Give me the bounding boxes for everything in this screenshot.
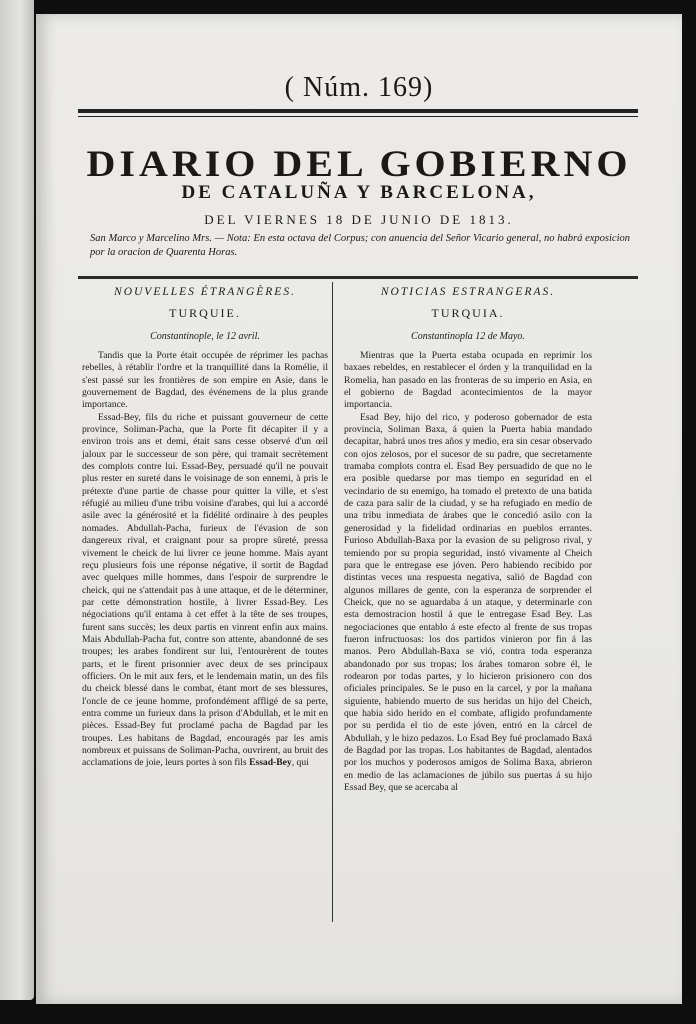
french-column [82,286,328,770]
newspaper-subtitle: DE CATALUÑA Y BARCELONA, [181,182,537,203]
newspaper-page [36,14,682,1004]
name-emphasis: Essad-Bey [249,757,292,769]
header-divider [78,276,638,279]
article-paragraph [82,412,328,770]
dateline-place: Constantinople, le 12 avril. [150,331,260,342]
section-heading: NOTICIAS ESTRANGERAS. [380,286,556,298]
article-text: Essad-Bey, fils du riche et puissant gouverneur de cette province, Soliman-Pacha, que la Porte fit décapiter il y a environ trois ans et demi, était sans cesse observé d'un œil jaloux par le successeur de son père, qui tramait secrètement des complots contre lui. Essad-Bey, persuadé qu'il ne pouvait plus rester en sureté dans le voisinage de son ennemi, à pris le prétexte d'une partie de chasse pour quitter la ville, et s'est réfugié au milieu d'une tribu voisine d'arabes, qui lui a accordé asile avec la générosité et la fidélité ordinaire à des peuples nomades. Abdullah-Pacha, furieux de l'évasion de son dangereux rival, et craignant pour sa propre sûreté, pressa vivement le cheick de lui livrer ce jeune homme. Mais ayant reçu plusieurs fois une réponse négative, il sortit de Bagdad avec quelques mille hommes, dans l'espoir de surprendre le cheick, qui ne s'attendait pas à une attaque, et de le déterminer, par cette démonstration hostile, à livrer Essad-Bey. Les négociations qu'il entama à cet effet à la tête de ses troupes, furent sans succès; les deux partis en vinrent enfin aux mains. Mais Abdullah-Pacha fut, contre son attente, abandonné de ses troupes; les arabes fondirent sur lui, l'entourèrent de toutes parts, et le firent prisonnier avec deux de ses principaux officiers. On le mit aux fers, et le lendemain matin, un des fils du cheick blessé dans le combat, étant mort de ses blessures, l'oncle de ce jeune homme, profondément affligé de sa perte, entra comme un furieux dans la prison d'Abdullah, et le mit en pièces. Essad-Bey fut proclamé pacha de Bagdad par les troupes. Les habitans de Bagdad, encouragés par les amis nombreux et puissans de Soliman-Pacha, ouvrirent, au bruit des acclamations de joie, leurs portes à son fils [82,411,328,769]
article-paragraph: Mientras que la Puerta estaba ocupada en reprimir los baxaes rebeldes, en restablecer el órden y la tranquilidad en la Romelia, han pasado en las fronteras de su imperio en Asia, en el gobierno de Bagdad acontecimientos de la mayor importancia. [344,350,592,411]
article-paragraph: Tandis que la Porte était occupée de réprimer les pachas rebelles, à rétablir l'ordre et la tranquillité dans la Romélie, il s'est passé sur les frontières de son empire en Asie, dans le gouvernement de Bagdad, des événemens de la plus grande importance. [82,350,328,411]
section-heading: NOUVELLES ÉTRANGÈRES. [114,286,296,298]
left-page-edge [0,0,34,1000]
country-heading: TURQUIA. [431,306,505,320]
header-rule-thin [78,116,638,117]
newspaper-title: DIARIO DEL GOBIERNO [86,142,632,185]
spanish-column [344,286,592,794]
country-heading: TURQUIE. [169,306,241,320]
column-rule [332,282,333,922]
saints-notice: San Marco y Marcelino Mrs. — Nota: En esta octava del Corpus; con anuencia del Señor Vicario general, no habrá exposicion por la oracion de Quarenta Horas. [90,233,630,258]
issue-date: DEL VIERNES 18 DE JUNIO DE 1813. [204,212,514,227]
header-rule-thick [78,109,638,113]
article-text-end: , qui [291,757,309,769]
dateline-place: Constantinopla 12 de Mayo. [411,331,525,342]
issue-number: ( Núm. 169) [284,72,434,103]
article-paragraph: Esad Bey, hijo del rico, y poderoso gobernador de esta provincia, Soliman Baxa, á quien la Puerta habia mandado decapitar, habrá unos tres años y medio, era sin cesar observado con ojos zelosos, por el sucesor de su padre, que secretamente tramaba complots contra el. Esad Bey persuadido de que no le era posible quedarse por mas tiempo en seguridad en el vecindario de su enemigo, ha tomado el pretexto de una batida de caza para salir de la ciudad, y se ha refugiado en medio de una tribu inmediata de árabes que le concedió asilo con la generosidad y la fidelidad ordinarias en pueblos errantes. Furioso Abdullah-Baxa por la evasion de su peligroso rival, y temiendo por su propia seguridad, instó vivamente al Cheich para que le entregase ese jóven. Pero habiendo recibido por distintas veces una respuesta negativa, salió de Bagdad con algunos millares de gente, con la esperanza de sorprender el Cheick, que no se aguardaba á un ataque, y determinarle con esta demostracion hostil á que le entregase Esad Bey. Las negociaciones que entablo á este efecto al frente de sus tropas fueron infructuosas: los dos partidos vinieron por fin á las manos. Pero Abdullah-Baxa se vió, contra toda esperanza abandonado por sus tropas; los árabes tomaron sobre él, le rodearon por todas partes, y lo hicieron prisionero con dos oficiales principales. Se le puso en la carcel, y por la mañana siguiente, habiendo muerto de sus heridas un hijo del Cheich, que habia sido herido en el combate, afligido profundamente por su perdida el tio de este jóven, entró en la cárcel de Abdullah, y le hizo pedazos. Lo Esad Bey fué proclamado Baxá de Bagdad por las tropas. Los habitantes de Bagdad, alentados por los muchos y poderosos amigos de Solima Baxa, abrieron en medio de las aclamaciones de júbilo sus puertas á su hijo Essad Bey, que se acercaba al [344,411,592,794]
